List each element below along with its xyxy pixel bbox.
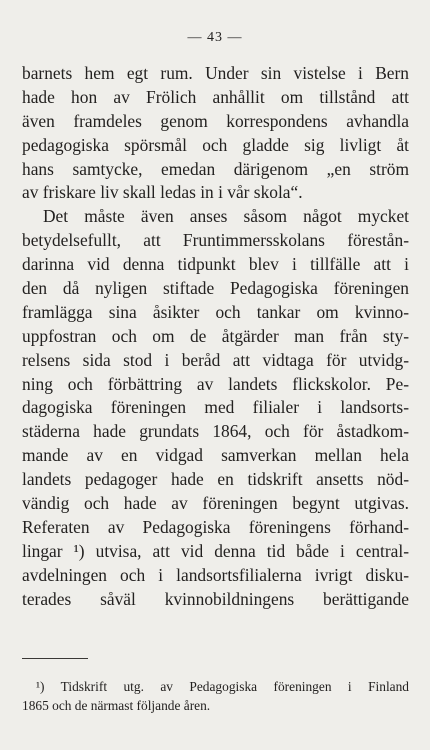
page-number: — 43 — xyxy=(187,30,243,45)
text-line: vändig och hade av föreningen begynt utgivas. xyxy=(22,493,409,514)
text-line: betydelsefullt, att Fruntimmersskolans förestån- xyxy=(22,230,409,251)
text-line: av friskare liv skall ledas in i vår skola“. xyxy=(22,182,303,203)
text-line: hade hon av Frölich anhållit om tillstånd att xyxy=(22,86,409,107)
text-line: ning och förbättring av landets flickskolor. Pe- xyxy=(22,373,409,394)
text-line: relsens sida stod i beråd att vidtaga för utvidg- xyxy=(22,349,409,370)
text-line: lingar ¹) utvisa, att vid denna tid både i central- xyxy=(22,540,409,561)
footnote xyxy=(22,677,409,715)
text-line: darinna vid denna tidpunkt blev i tillfälle att i xyxy=(22,254,409,275)
text-line: landets pedagoger hade en tidskrift ansetts nöd- xyxy=(22,469,409,490)
text-line: Referaten av Pedagogiska föreningens förhand- xyxy=(22,516,409,537)
text-line: även framdeles genom korrespondens avhandla xyxy=(22,110,409,131)
text-line: den då nyligen stiftade Pedagogiska föreningen xyxy=(22,278,409,299)
text-line: Det måste även anses såsom något mycket xyxy=(43,206,409,227)
text-line: barnets hem egt rum. Under sin vistelse i Bern xyxy=(22,63,409,83)
text-line: pedagogiska spörsmål och gladde sig livligt åt xyxy=(22,134,409,155)
footnote-line: 1865 och de närmast följande åren. xyxy=(22,698,211,713)
text-line: dagogiska föreningen med filialer i landsorts- xyxy=(22,397,409,418)
text-line: terades såväl kvinnobildningens berättigande xyxy=(22,588,409,609)
text-line: städerna hade grundats 1864, och för åstadkom- xyxy=(22,421,409,442)
text-line: hans samtycke, emedan därigenom „en ström xyxy=(22,158,409,179)
text-line: uppfostran och om de åtgärder man från sty- xyxy=(22,325,409,346)
body-text xyxy=(22,62,409,611)
text-line: avdelningen och i landsortsfilialerna ivrigt disku- xyxy=(22,564,409,585)
footnote-separator xyxy=(22,658,88,659)
footnote-line: ¹) Tidskrift utg. av Pedagogiska föreningen i Finland xyxy=(36,679,409,694)
text-line: mande av en vidgad samverkan mellan hela xyxy=(22,445,409,466)
text-line: framlägga sina åsikter och tankar om kvinno- xyxy=(22,301,409,322)
